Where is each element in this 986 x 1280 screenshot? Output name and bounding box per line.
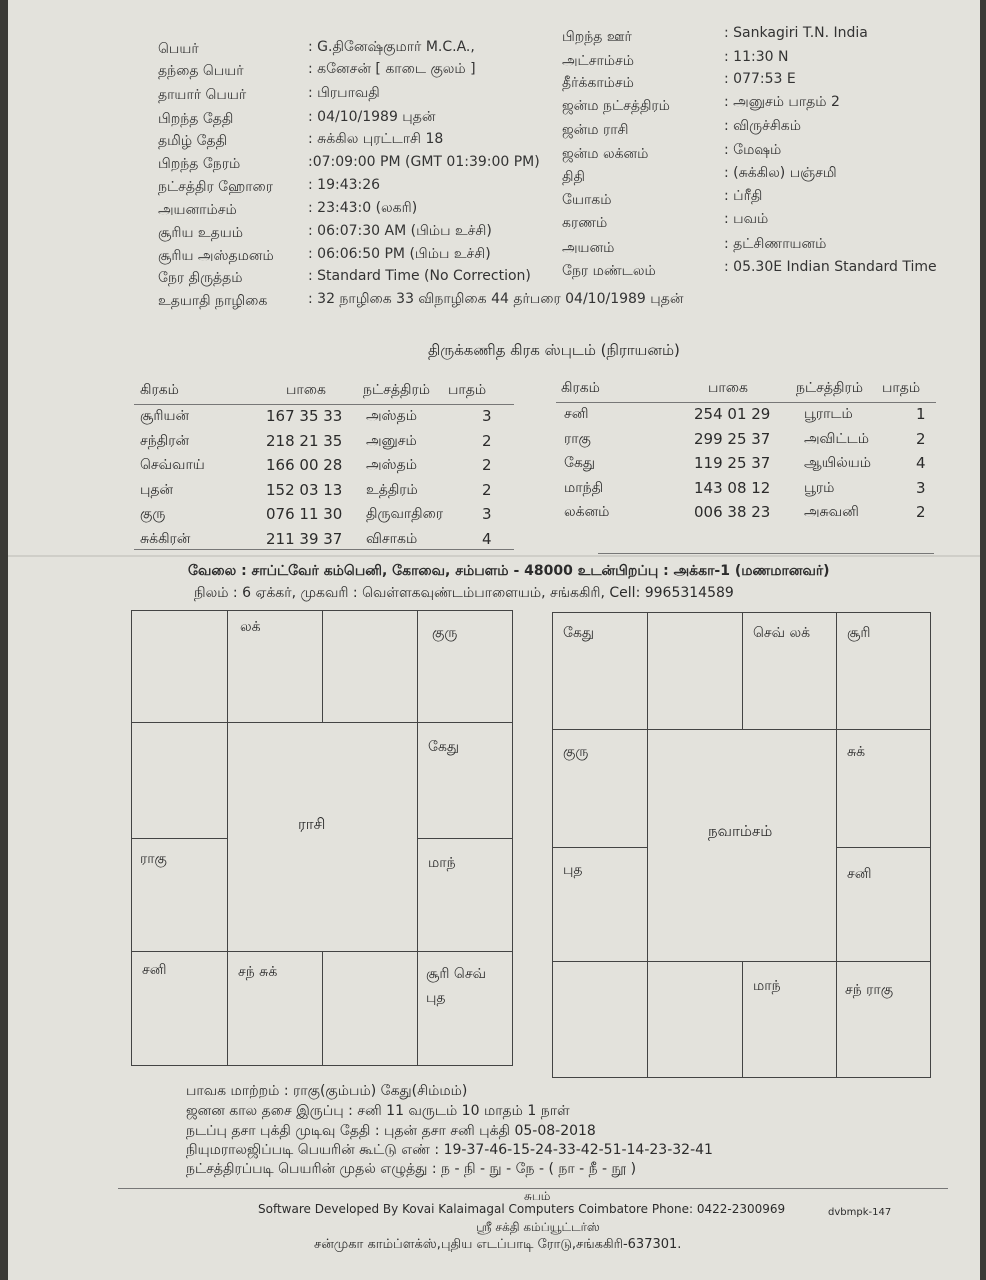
planet-graha: மாந்தி [564,479,604,496]
planet-padam: 4 [482,529,492,548]
job-sibling-line: வேலை : சாப்ட்வேர் கம்பெனி, கோவை, சம்பளம் - 48000 உடன்பிறப்பு : அக்கா-1 (மணமானவர்) [188,563,830,579]
planet-table-title: திருக்கணித கிரக ஸ்புடம் (நிராயனம்) [428,341,680,359]
detail-label: திதி [562,169,585,185]
rasi-house-4-label: குரு [432,625,458,641]
footer-line: ஜனன கால தசை இருப்பு : சனி 11 வருடம் 10 மாதம் 1 நாள் [186,1103,570,1119]
planet-graha: புதன் [140,481,174,498]
navamsa-house-4-label: சூரி [847,625,871,641]
planet-nakshatra: திருவாதிரை [366,506,444,522]
detail-label: உதயாதி நாழிகை [158,293,268,309]
planet-bhagai: 211 39 37 [266,529,343,548]
navamsa-house-5-label: சுக் [847,744,866,760]
detail-label: அயனாம்சம் [158,202,237,218]
detail-label: நேர மண்டலம் [562,263,656,279]
planet-bhagai: 076 11 30 [266,505,343,523]
planet-nakshatra: அவிட்டம் [804,430,870,447]
rasi-house-5 [417,722,513,839]
detail-value: : 11:30 N [724,49,789,65]
detail-value: : மேஷம் [724,142,782,158]
paper-fold [8,555,980,557]
navamsa-house-8-label: மாந் [753,978,781,994]
detail-value: : 06:06:50 PM (பிம்ப உச்சி) [308,246,491,262]
rasi-house-10-label: சனி [142,962,167,978]
detail-value: : Sankagiri T.N. India [724,25,868,41]
planet-graha: சந்திரன் [140,432,190,449]
planet-padam: 4 [916,454,926,472]
th-nakshatra-left: நட்சத்திரம் [363,382,430,398]
detail-label: பிறந்த ஊர் [562,29,632,45]
planet-nakshatra: விசாகம் [366,530,418,547]
planet-bhagai: 167 35 33 [266,407,343,425]
rasi-house-2 [227,610,323,723]
detail-value: : 077:53 E [724,71,796,87]
rasi-house-6 [417,838,513,952]
detail-value: : 32 நாழிகை 33 விநாழிகை 44 தர்பரை 04/10/1989 புதன் [308,291,684,307]
detail-label: ஜன்ம நட்சத்திரம் [562,98,670,114]
navamsa-house-3 [742,612,837,730]
navamsa-house-6 [836,847,931,962]
planet-bhagai: 299 25 37 [694,429,771,448]
detail-label: தமிழ் தேதி [158,133,228,149]
detail-value: : பிரபாவதி [308,85,380,101]
navamsa-house-12 [552,729,648,848]
th-padam-right: பாதம் [882,380,921,396]
navamsa-house-5 [836,729,931,848]
planet-nakshatra: அஸ்தம் [366,408,417,424]
planet-nakshatra: பூராடம் [804,406,853,422]
detail-value: : G.தினேஷ்குமார் M.C.A., [308,39,475,55]
navamsa-title: நவாம்சம் [708,822,773,840]
footer-line: நியுமராலஜிப்படி பெயரின் கூட்டு எண் : 19-37-46-15-24-33-42-51-14-23-32-41 [186,1142,713,1158]
detail-value: : பவம் [724,211,769,227]
th-graha-right: கிரகம் [561,380,600,396]
navamsa-chart [552,612,931,1078]
rasi-house-9-label: சந் சுக் [238,964,278,980]
navamsa-house-6-label: சனி [847,866,872,882]
subam-text: சுபம் [524,1189,551,1203]
navamsa-center [647,729,837,962]
detail-value: : ப்ரீதி [724,188,763,204]
planet-nakshatra: அனுசம் [366,432,417,449]
navamsa-house-3-label: செவ் லக் [753,625,811,641]
rasi-house-10 [131,951,228,1066]
planet-padam: 3 [482,505,492,523]
planet-padam: 3 [916,478,926,497]
planet-nakshatra: அஸ்தம் [366,457,417,473]
th-nakshatra-right: நட்சத்திரம் [796,380,863,396]
navamsa-house-4 [836,612,931,730]
rasi-title: ராசி [298,815,326,833]
rasi-center [227,722,418,952]
rasi-house-12 [131,722,228,839]
rasi-house-4 [417,610,513,723]
detail-value: : (சுக்கில) பஞ்சமி [724,165,837,181]
planet-nakshatra: உத்திரம் [366,481,418,498]
table-rule-left [134,404,514,405]
planet-graha: குரு [140,506,166,522]
navamsa-house-1 [552,612,648,730]
planet-graha: ராகு [564,430,591,447]
rasi-house-6-label: மாந் [428,855,456,871]
detail-label: ஜன்ம லக்னம் [562,146,649,162]
detail-value: : கனேசன் [ காடை குலம் ] [308,61,476,77]
detail-value: : 05.30E Indian Standard Time [724,259,937,275]
rasi-house-2-label: லக் [240,619,261,635]
detail-label: ஜன்ம ராசி [562,122,629,138]
planet-padam: 2 [482,431,492,450]
table-rule-right [556,402,936,403]
table-bottom-right [598,553,934,554]
th-bhagai-left: பாகை [286,382,326,398]
detail-value: : விருச்சிகம் [724,118,802,134]
planet-graha: சுக்கிரன் [140,530,191,547]
land-address-line: நிலம் : 6 ஏக்கர், முகவரி : வெள்ளகவுண்டம்பாளையம், சங்ககிரி, Cell: 9965314589 [194,585,734,601]
planet-graha: லக்னம் [564,504,610,520]
th-bhagai-right: பாகை [708,380,748,396]
navamsa-house-8 [742,961,837,1078]
planet-padam: 2 [916,503,926,521]
software-credit: Software Developed By Kovai Kalaimagal Computers Coimbatore Phone: 0422-2300969 [258,1202,786,1216]
th-padam-left: பாதம் [448,382,487,398]
planet-padam: 2 [482,480,492,499]
rasi-house-3 [322,610,418,723]
detail-label: நேர திருத்தம் [158,270,243,286]
rasi-house-8 [322,951,418,1066]
navamsa-house-1-label: கேது [563,625,595,641]
rasi-house-11-label: ராகு [140,851,167,867]
navamsa-house-10 [552,961,648,1078]
detail-value: :07:09:00 PM (GMT 01:39:00 PM) [308,154,540,170]
footer-line: நடப்பு தசா புக்தி முடிவு தேதி : புதன் தசா சனி புக்தி 05-08-2018 [186,1123,596,1139]
detail-value: : அனுசம் பாதம் 2 [724,94,840,110]
rasi-house-5-label: கேது [428,739,460,755]
planet-bhagai: 006 38 23 [694,503,771,521]
planet-padam: 3 [482,407,492,425]
shop-name: ஸ்ரீ சக்தி கம்ப்யூட்டர்ஸ் [476,1220,600,1234]
horoscope-sheet [8,0,980,1280]
detail-label: தீர்க்காம்சம் [562,75,634,91]
planet-bhagai: 119 25 37 [694,454,771,472]
detail-value: : சுக்கில புரட்டாசி 18 [308,131,444,147]
planet-nakshatra: அசுவனி [804,504,859,520]
detail-label: சூரிய அஸ்தமனம் [158,248,274,264]
detail-value: : 04/10/1989 புதன் [308,109,436,125]
footer-rule [118,1188,948,1189]
footer-line: பாவக மாற்றம் : ராகு(கும்பம்) கேது(சிம்மம்) [186,1083,468,1099]
planet-padam: 1 [916,405,926,423]
detail-label: பிறந்த நேரம் [158,156,241,172]
planet-nakshatra: ஆயில்யம் [804,455,871,471]
detail-label: தந்தை பெயர் [158,63,244,79]
planet-graha: கேது [564,455,596,471]
detail-label: சூரிய உதயம் [158,225,244,241]
planet-padam: 2 [482,456,492,474]
navamsa-house-12-label: குரு [563,744,589,760]
planet-bhagai: 143 08 12 [694,478,771,497]
navamsa-house-9 [647,961,743,1078]
detail-value: : 06:07:30 AM (பிம்ப உச்சி) [308,223,492,239]
table-bottom-left [134,549,514,550]
detail-value: : 23:43:0 (லகரி) [308,200,418,216]
detail-label: பிறந்த தேதி [158,111,234,127]
detail-label: பெயர் [158,41,199,57]
navamsa-house-7 [836,961,931,1078]
rasi-house-11 [131,838,228,952]
navamsa-house-7-label: சந் ராகு [845,982,894,998]
software-code: dvbmpk-147 [828,1207,892,1218]
rasi-house-9 [227,951,323,1066]
rasi-chart [131,610,513,1066]
rasi-house-1 [131,610,228,723]
rasi-house-7-label-2: புத [426,990,446,1006]
planet-graha: சனி [564,406,589,422]
detail-label: நட்சத்திர ஹோரை [158,179,274,195]
detail-label: யோகம் [562,192,612,208]
planet-bhagai: 218 21 35 [266,431,343,450]
planet-graha: சூரியன் [140,408,190,424]
shop-address: சன்முகா காம்ப்ளக்ஸ்,புதிய எடப்பாடி ரோடு,சங்ககிரி-637301. [314,1237,682,1252]
detail-label: அயனம் [562,240,615,256]
detail-label: தாயார் பெயர் [158,87,247,103]
navamsa-house-11-label: புத [563,862,583,878]
detail-value: : தட்சிணாயனம் [724,236,827,252]
rasi-house-7-label-1: சூரி செவ் [426,966,486,982]
planet-bhagai: 152 03 13 [266,480,343,499]
detail-value: : Standard Time (No Correction) [308,268,531,284]
planet-padam: 2 [916,429,926,448]
planet-bhagai: 166 00 28 [266,456,343,474]
rasi-house-7 [417,951,513,1066]
navamsa-house-11 [552,847,648,962]
planet-bhagai: 254 01 29 [694,405,771,423]
detail-label: கரணம் [562,215,608,231]
navamsa-house-2 [647,612,743,730]
footer-line: நட்சத்திரப்படி பெயரின் முதல் எழுத்து : ந - நி - நு - நே - ( நா - நீ - நூ ) [186,1161,637,1177]
detail-value: : 19:43:26 [308,177,381,193]
detail-label: அட்சாம்சம் [562,53,635,69]
planet-nakshatra: பூரம் [804,479,835,496]
th-graha-left: கிரகம் [140,382,179,398]
planet-graha: செவ்வாய் [140,457,205,473]
